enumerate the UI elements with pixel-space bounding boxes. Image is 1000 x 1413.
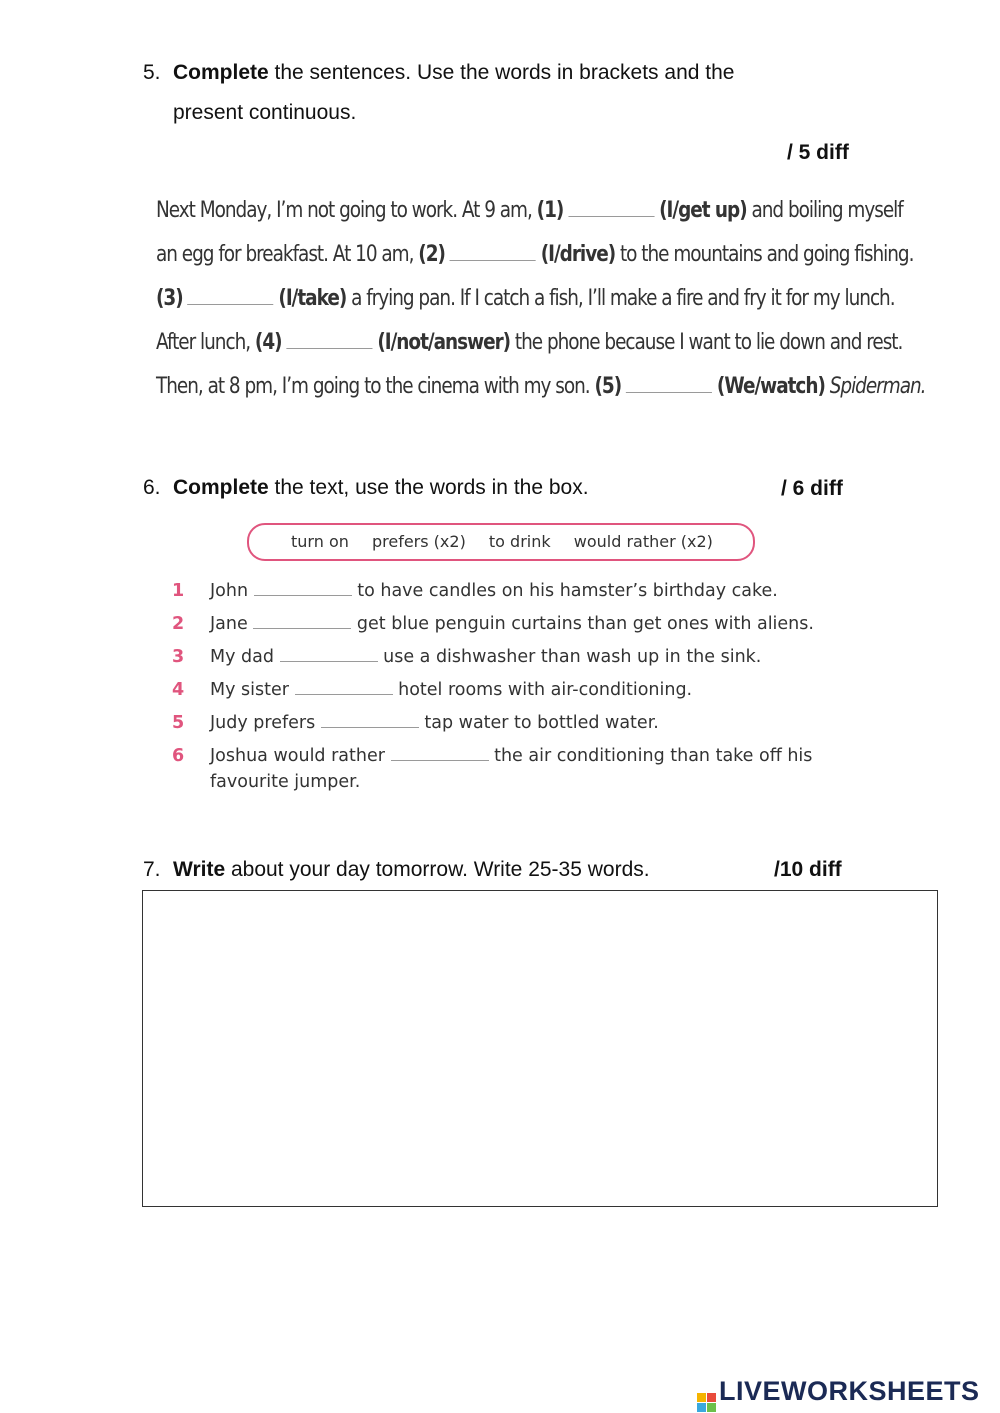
item-number: 1 bbox=[172, 581, 185, 601]
q5-passage-line bbox=[156, 364, 925, 408]
q6-item bbox=[172, 612, 814, 635]
gap-4-input[interactable] bbox=[286, 332, 372, 349]
item-text-before: John bbox=[210, 581, 249, 601]
q6-item bbox=[172, 579, 778, 602]
q6-item-6-line2: favourite jumper. bbox=[210, 772, 361, 792]
item-text-after: hotel rooms with air-conditioning. bbox=[398, 680, 693, 700]
word-box-item: would rather (x2) bbox=[573, 532, 713, 551]
logo-text: LIVEWORKSHEETS bbox=[719, 1376, 980, 1406]
item-number: 5 bbox=[172, 713, 185, 733]
q6-gap-5-input[interactable] bbox=[321, 711, 419, 728]
q5-line2-text: an egg for breakfast. At 10 am, bbox=[156, 241, 419, 267]
gap-number-3: (3) bbox=[156, 285, 183, 311]
q5-passage-line bbox=[156, 276, 925, 320]
item-text-after: the air conditioning than take off his bbox=[494, 746, 813, 766]
item-text-after: to have candles on his hamster’s birthday cake. bbox=[357, 581, 778, 601]
q7-instruction-text: about your day tomorrow. Write 25-35 words. bbox=[225, 858, 650, 881]
item-number: 4 bbox=[172, 680, 185, 700]
word-box-item: turn on bbox=[291, 532, 349, 551]
gap-5-hint: (We/watch) bbox=[716, 373, 825, 399]
q6-item bbox=[172, 711, 659, 734]
q5-line1-end: and boiling myself bbox=[746, 197, 903, 223]
item-text-before: Judy prefers bbox=[210, 713, 316, 733]
q5-number: 5. bbox=[143, 61, 161, 84]
word-box bbox=[247, 523, 755, 561]
q5-instruction-line2: present continuous. bbox=[173, 101, 357, 124]
gap-number-4: (4) bbox=[254, 329, 282, 355]
item-text-before: My sister bbox=[210, 680, 289, 700]
q5-passage-line bbox=[156, 232, 925, 276]
gap-3-hint: (I/take) bbox=[278, 285, 347, 311]
q5-passage-line bbox=[156, 320, 925, 364]
q5-verb: Complete bbox=[173, 61, 269, 84]
item-text-before: Jane bbox=[210, 614, 248, 634]
q6-instruction bbox=[143, 474, 589, 502]
q6-gap-3-input[interactable] bbox=[280, 645, 378, 662]
q7-score: /10 diff bbox=[774, 858, 842, 881]
q6-instruction-text: the text, use the words in the box. bbox=[268, 476, 589, 499]
q6-gap-2-input[interactable] bbox=[253, 612, 351, 629]
q7-instruction bbox=[143, 856, 650, 884]
gap-number-5: (5) bbox=[594, 373, 622, 399]
q6-item bbox=[172, 645, 761, 668]
item-text-after: use a dishwasher than wash up in the sink. bbox=[383, 647, 762, 667]
item-number: 3 bbox=[172, 647, 185, 667]
gap-5-input[interactable] bbox=[626, 376, 712, 393]
q5-line4-text: After lunch, bbox=[156, 329, 255, 355]
writing-answer-box[interactable] bbox=[142, 890, 938, 1207]
gap-1-input[interactable] bbox=[568, 200, 654, 217]
q5-line2-end: to the mountains and going fishing. bbox=[615, 241, 914, 267]
q5-line1-text: Next Monday, I’m not going to work. At 9 am, bbox=[156, 197, 537, 223]
q6-score: / 6 diff bbox=[781, 477, 843, 500]
q6-number: 6. bbox=[143, 476, 161, 499]
q7-number: 7. bbox=[143, 858, 161, 881]
item-text-before: My dad bbox=[210, 647, 274, 667]
q5-line4-end: the phone because I want to lie down and rest. bbox=[510, 329, 903, 355]
word-box-item: prefers (x2) bbox=[371, 532, 466, 551]
item-number: 6 bbox=[172, 746, 185, 766]
q6-gap-4-input[interactable] bbox=[295, 678, 393, 695]
item-number: 2 bbox=[172, 614, 185, 634]
item-text-after: tap water to bottled water. bbox=[424, 713, 659, 733]
q5-instruction-text: the sentences. Use the words in brackets and the bbox=[268, 61, 735, 84]
liveworksheets-logo bbox=[697, 1376, 980, 1412]
q5-line5-text: Then, at 8 pm, I’m going to the cinema with my son. bbox=[156, 373, 595, 399]
q5-passage bbox=[156, 188, 1000, 408]
gap-2-hint: (I/drive) bbox=[540, 241, 616, 267]
gap-number-1: (1) bbox=[536, 197, 564, 223]
gap-3-input[interactable] bbox=[187, 288, 273, 305]
q6-verb: Complete bbox=[173, 476, 269, 499]
liveworksheets-logo-icon bbox=[697, 1393, 716, 1412]
q5-film-title: Spiderman. bbox=[829, 373, 926, 399]
q6-gap-6-input[interactable] bbox=[391, 744, 489, 761]
gap-number-2: (2) bbox=[418, 241, 445, 267]
gap-4-hint: (I/not/answer) bbox=[377, 329, 511, 355]
item-text-after: get blue penguin curtains than get ones with aliens. bbox=[356, 614, 814, 634]
q5-instruction bbox=[143, 59, 734, 87]
word-box-item: to drink bbox=[488, 532, 551, 551]
q6-item bbox=[172, 678, 692, 701]
q6-gap-1-input[interactable] bbox=[254, 579, 352, 596]
q5-score: / 5 diff bbox=[787, 141, 849, 164]
q6-item bbox=[172, 744, 812, 767]
gap-2-input[interactable] bbox=[450, 244, 536, 261]
q7-verb: Write bbox=[173, 858, 226, 881]
gap-1-hint: (I/get up) bbox=[659, 197, 747, 223]
q5-passage-line bbox=[156, 188, 925, 232]
q5-line3-end: a frying pan. If I catch a fish, I’ll make a fire and fry it for my lunch. bbox=[346, 285, 895, 311]
item-text-before: Joshua would rather bbox=[210, 746, 385, 766]
